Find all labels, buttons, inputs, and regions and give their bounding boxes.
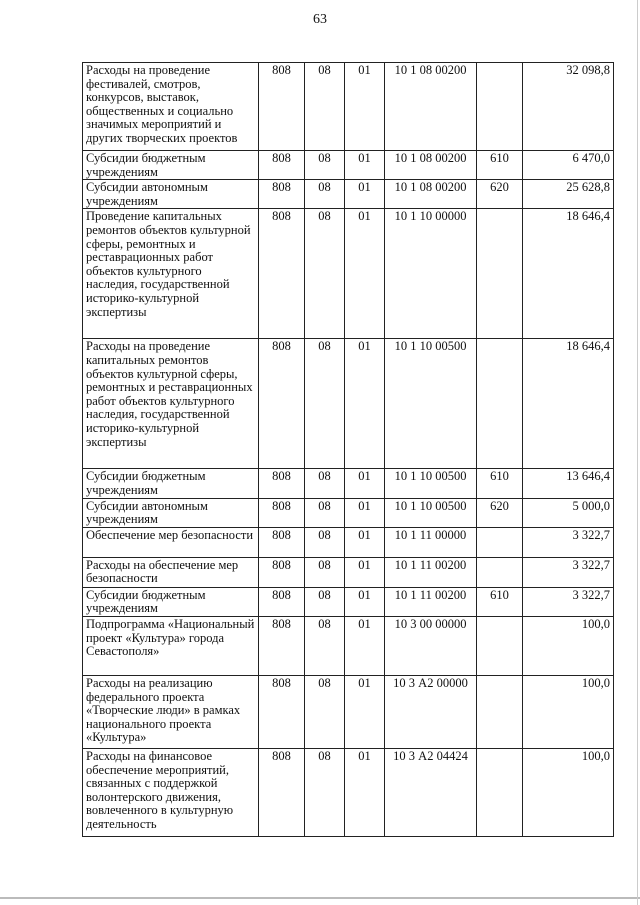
table-row xyxy=(83,339,614,469)
ministry-code-cell: 808 xyxy=(259,527,305,557)
expense-type-cell xyxy=(477,63,523,151)
expense-name-cell: Субсидии бюджетным учреждениям xyxy=(83,151,259,180)
ministry-code-cell: 808 xyxy=(259,180,305,209)
ministry-code-cell: 808 xyxy=(259,151,305,180)
expense-type-cell xyxy=(477,339,523,469)
target-article-cell: 10 3 А2 04424 xyxy=(385,748,477,836)
amount-cell: 5 000,0 xyxy=(523,498,614,527)
amount-cell: 18 646,4 xyxy=(523,339,614,469)
target-article-cell: 10 1 10 00500 xyxy=(385,339,477,469)
target-article-cell: 10 1 10 00500 xyxy=(385,469,477,498)
expense-name-cell: Субсидии бюджетным учреждениям xyxy=(83,469,259,498)
section-code-cell: 08 xyxy=(305,587,345,616)
expense-name-cell: Субсидии бюджетным учреждениям xyxy=(83,587,259,616)
expense-name-cell: Субсидии автономным учреждениям xyxy=(83,180,259,209)
expense-type-cell: 610 xyxy=(477,151,523,180)
table-row xyxy=(83,675,614,748)
subsection-code-cell: 01 xyxy=(345,63,385,151)
target-article-cell: 10 1 08 00200 xyxy=(385,151,477,180)
table-row xyxy=(83,209,614,339)
table-body xyxy=(83,63,614,837)
subsection-code-cell: 01 xyxy=(345,151,385,180)
amount-cell: 3 322,7 xyxy=(523,587,614,616)
section-code-cell: 08 xyxy=(305,469,345,498)
expense-type-cell xyxy=(477,748,523,836)
expense-type-cell xyxy=(477,527,523,557)
table-row xyxy=(83,557,614,587)
expense-name-cell: Расходы на проведение фестивалей, смотров, конкурсов, выставок, общественных и социально значимых мероприятий и других творческих проектов xyxy=(83,63,259,151)
ministry-code-cell: 808 xyxy=(259,469,305,498)
budget-table xyxy=(82,62,614,837)
subsection-code-cell: 01 xyxy=(345,209,385,339)
subsection-code-cell: 01 xyxy=(345,616,385,675)
section-code-cell: 08 xyxy=(305,557,345,587)
expense-type-cell xyxy=(477,557,523,587)
scan-right-edge xyxy=(637,0,638,905)
expense-name-cell: Обеспечение мер безопасности xyxy=(83,527,259,557)
subsection-code-cell: 01 xyxy=(345,527,385,557)
subsection-code-cell: 01 xyxy=(345,675,385,748)
expense-name-cell: Расходы на обеспечение мер безопасности xyxy=(83,557,259,587)
section-code-cell: 08 xyxy=(305,616,345,675)
table-row xyxy=(83,527,614,557)
target-article-cell: 10 1 11 00200 xyxy=(385,557,477,587)
section-code-cell: 08 xyxy=(305,180,345,209)
section-code-cell: 08 xyxy=(305,209,345,339)
table-row xyxy=(83,498,614,527)
target-article-cell: 10 1 08 00200 xyxy=(385,180,477,209)
section-code-cell: 08 xyxy=(305,748,345,836)
section-code-cell: 08 xyxy=(305,675,345,748)
amount-cell: 100,0 xyxy=(523,616,614,675)
amount-cell: 25 628,8 xyxy=(523,180,614,209)
ministry-code-cell: 808 xyxy=(259,498,305,527)
expense-name-cell: Проведение капитальных ремонтов объектов культурной сферы, ремонтных и реставрационных работ объектов культурного наследия, государственной историко-культурной экспертизы xyxy=(83,209,259,339)
expense-name-cell: Субсидии автономным учреждениям xyxy=(83,498,259,527)
ministry-code-cell: 808 xyxy=(259,675,305,748)
table-row xyxy=(83,63,614,151)
table-row xyxy=(83,180,614,209)
target-article-cell: 10 1 11 00000 xyxy=(385,527,477,557)
expense-type-cell xyxy=(477,616,523,675)
subsection-code-cell: 01 xyxy=(345,498,385,527)
expense-type-cell: 620 xyxy=(477,498,523,527)
ministry-code-cell: 808 xyxy=(259,209,305,339)
subsection-code-cell: 01 xyxy=(345,557,385,587)
ministry-code-cell: 808 xyxy=(259,557,305,587)
subsection-code-cell: 01 xyxy=(345,748,385,836)
section-code-cell: 08 xyxy=(305,63,345,151)
table-row xyxy=(83,587,614,616)
expense-name-cell: Подпрограмма «Национальный проект «Культура» города Севастополя» xyxy=(83,616,259,675)
subsection-code-cell: 01 xyxy=(345,587,385,616)
section-code-cell: 08 xyxy=(305,527,345,557)
ministry-code-cell: 808 xyxy=(259,748,305,836)
amount-cell: 3 322,7 xyxy=(523,527,614,557)
amount-cell: 3 322,7 xyxy=(523,557,614,587)
subsection-code-cell: 01 xyxy=(345,180,385,209)
amount-cell: 13 646,4 xyxy=(523,469,614,498)
subsection-code-cell: 01 xyxy=(345,469,385,498)
amount-cell: 32 098,8 xyxy=(523,63,614,151)
amount-cell: 100,0 xyxy=(523,675,614,748)
amount-cell: 18 646,4 xyxy=(523,209,614,339)
table-row xyxy=(83,748,614,836)
expense-type-cell: 610 xyxy=(477,469,523,498)
page-number: 63 xyxy=(313,12,327,27)
expense-name-cell: Расходы на финансовое обеспечение мероприятий, связанных с поддержкой волонтерского движения, вовлеченного в культурную деятельность xyxy=(83,748,259,836)
target-article-cell: 10 1 08 00200 xyxy=(385,63,477,151)
section-code-cell: 08 xyxy=(305,498,345,527)
target-article-cell: 10 3 А2 00000 xyxy=(385,675,477,748)
expense-type-cell xyxy=(477,209,523,339)
ministry-code-cell: 808 xyxy=(259,63,305,151)
section-code-cell: 08 xyxy=(305,339,345,469)
scan-bottom-edge xyxy=(0,897,640,899)
section-code-cell: 08 xyxy=(305,151,345,180)
expense-type-cell xyxy=(477,675,523,748)
subsection-code-cell: 01 xyxy=(345,339,385,469)
expense-type-cell: 610 xyxy=(477,587,523,616)
target-article-cell: 10 1 10 00500 xyxy=(385,498,477,527)
ministry-code-cell: 808 xyxy=(259,587,305,616)
ministry-code-cell: 808 xyxy=(259,616,305,675)
expense-name-cell: Расходы на проведение капитальных ремонтов объектов культурной сферы, ремонтных и реставрационных работ объектов культурного наследия, государственной историко-культурной экспертизы xyxy=(83,339,259,469)
table-row xyxy=(83,151,614,180)
target-article-cell: 10 3 00 00000 xyxy=(385,616,477,675)
target-article-cell: 10 1 10 00000 xyxy=(385,209,477,339)
amount-cell: 6 470,0 xyxy=(523,151,614,180)
table-row xyxy=(83,616,614,675)
ministry-code-cell: 808 xyxy=(259,339,305,469)
table-row xyxy=(83,469,614,498)
target-article-cell: 10 1 11 00200 xyxy=(385,587,477,616)
amount-cell: 100,0 xyxy=(523,748,614,836)
expense-name-cell: Расходы на реализацию федерального проекта «Творческие люди» в рамках национального проекта «Культура» xyxy=(83,675,259,748)
expense-type-cell: 620 xyxy=(477,180,523,209)
